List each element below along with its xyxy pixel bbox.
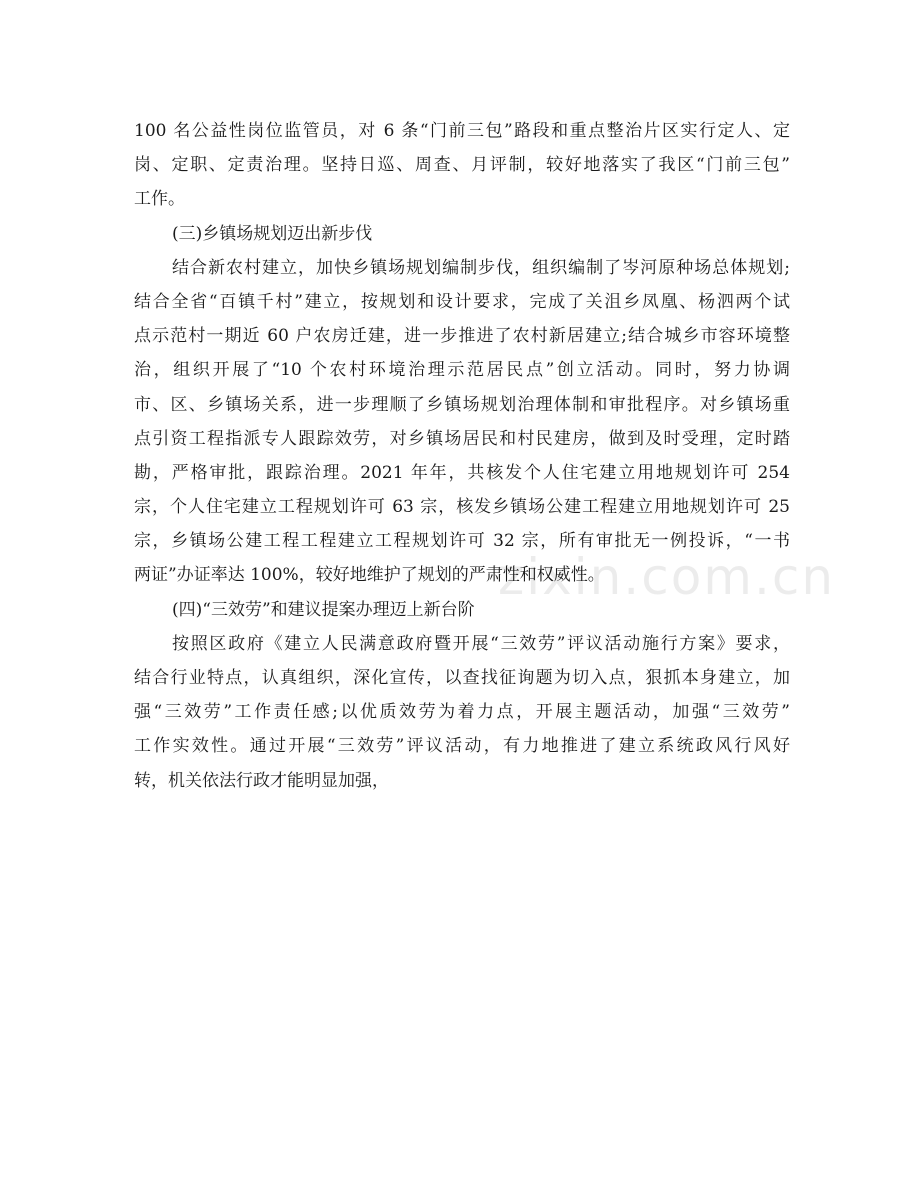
text-line: 工作。 <box>134 189 185 210</box>
section-heading: (三)乡镇场规划迈出新步伐 <box>172 223 373 244</box>
text-line: 结合行业特点，认真组织，深化宣传，以查找征询题为切入点，狠抓本身建立，加 <box>134 668 790 688</box>
text-line: 结合全省“百镇千村”建立，按规划和设计要求，完成了关沮乡凤凰、杨泗两个试 <box>134 291 790 312</box>
section-heading: (四)“三效劳”和建议提案办理迈上新台阶 <box>172 599 475 620</box>
text-line: 市、区、乡镇场关系，进一步理顺了乡镇场规划治理体制和审批程序。对乡镇场重 <box>134 394 790 415</box>
text-line: 岗、定职、定责治理。坚持日巡、周查、月评制，较好地落实了我区“门前三包” <box>134 155 790 176</box>
text-line: 点示范村一期近 60 户农房迁建，进一步推进了农村新居建立;结合城乡市容环境整 <box>134 326 790 347</box>
text-line: 100 名公益性岗位监管员，对 6 条“门前三包”路段和重点整治片区实行定人、定 <box>134 121 790 141</box>
text-line: 按照区政府《建立人民满意政府暨开展“三效劳”评议活动施行方案》要求， <box>172 633 790 654</box>
text-line: 宗，乡镇场公建工程工程建立工程规划许可 32 宗，所有审批无一例投诉，“一书 <box>134 531 790 552</box>
document-body <box>134 114 790 798</box>
text-line: 两证”办证率达 100%，较好地维护了规划的严肃性和权威性。 <box>134 565 605 586</box>
text-line: 工作实效性。通过开展“三效劳”评议活动，有力地推进了建立系统政风行风好 <box>134 736 790 757</box>
watermark-logo: zixin.com.cn <box>498 548 836 606</box>
text-line: 强“三效劳”工作责任感;以优质效劳为着力点，开展主题活动，加强“三效劳” <box>134 702 790 723</box>
text-line: 点引资工程指派专人跟踪效劳，对乡镇场居民和村民建房，做到及时受理，定时踏 <box>134 428 790 449</box>
text-line: 转，机关依法行政才能明显加强， <box>134 770 389 791</box>
text-line: 勘，严格审批，跟踪治理。2021 年年，共核发个人住宅建立用地规划许可 254 <box>134 462 790 483</box>
text-line: 宗，个人住宅建立工程规划许可 63 宗，核发乡镇场公建工程建立用地规划许可 25 <box>134 497 790 518</box>
text-line: 治，组织开展了“10 个农村环境治理示范居民点”创立活动。同时，努力协调 <box>134 360 790 381</box>
text-line: 结合新农村建立，加快乡镇场规划编制步伐，组织编制了岑河原种场总体规划; <box>172 257 790 278</box>
